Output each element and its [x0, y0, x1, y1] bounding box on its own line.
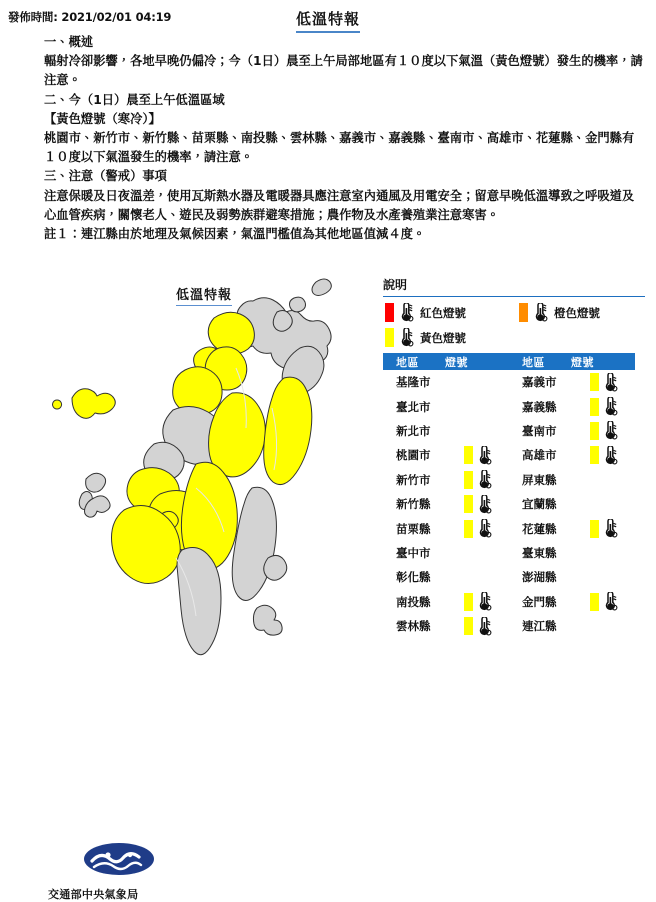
- signal-swatch: [464, 520, 473, 538]
- table-column-left: [383, 353, 509, 638]
- map-column: [0, 258, 372, 901]
- signal-swatch: [590, 398, 599, 416]
- region-kinmen-islet: [53, 400, 62, 409]
- table-row: [509, 419, 635, 443]
- table-cell-area: 南投縣: [396, 594, 431, 609]
- region-orchid-island: [253, 605, 282, 635]
- table-header-right: [509, 353, 635, 370]
- signal-swatch: [590, 373, 599, 391]
- thermometer-icon: [475, 592, 492, 611]
- table-header-left: [383, 353, 509, 370]
- thermometer-icon: [397, 328, 414, 347]
- table-cell-signal: [590, 370, 618, 394]
- table-cell-area: 新竹縣: [396, 497, 431, 512]
- table-cell-area: 新竹市: [396, 472, 431, 487]
- bulletin-line-4: 桃園市、新竹市、新竹縣、苗栗縣、南投縣、雲林縣、嘉義市、嘉義縣、臺南市、高雄市、花蓮縣、金門縣有１０度以下氣溫發生的機率，請注意。: [44, 131, 635, 165]
- table-row: [383, 590, 509, 614]
- table-cell-area: 雲林縣: [396, 619, 431, 634]
- column-header-area: 地區: [396, 355, 419, 369]
- region-penghu-north: [86, 473, 106, 492]
- thermometer-icon: [531, 303, 548, 322]
- table-row: [383, 614, 509, 638]
- table-cell-area: 臺北市: [396, 399, 431, 414]
- legend-label-orange: 橙色燈號: [554, 305, 600, 320]
- region-matsu-islet: [312, 279, 331, 296]
- table-row: [509, 565, 635, 589]
- legend-item-red: [385, 300, 466, 325]
- thermometer-icon: [601, 421, 618, 440]
- bulletin-line-0: 一、概述: [44, 35, 94, 49]
- bulletin-line-6: 注意保暖及日夜溫差，使用瓦斯熱水器及電暖器具應注意室內通風及用電安全；留意早晚低溫導致之呼吸道及心血管疾病，關懷老人、遊民及弱勢族群避寒措施；農作物及水產養殖業注意寒害。: [44, 188, 635, 222]
- table-cell-area: 嘉義市: [522, 375, 557, 390]
- thermometer-icon: [601, 446, 618, 465]
- table-cell-area: 屏東縣: [522, 472, 557, 487]
- bulletin-line-3: 【黃色燈號（寒冷）】: [44, 111, 161, 126]
- table-row: [509, 614, 635, 638]
- table-cell-area: 宜蘭縣: [522, 497, 557, 512]
- table-cell-area: 彰化縣: [396, 570, 431, 585]
- legend-heading: 說明: [383, 276, 645, 297]
- table-cell-area: 嘉義縣: [522, 399, 557, 414]
- thermometer-icon: [601, 397, 618, 416]
- cwb-wave-logo-icon: [82, 841, 156, 881]
- thermometer-icon: [397, 303, 414, 322]
- table-row: [509, 492, 635, 516]
- table-cell-area: 臺東縣: [522, 545, 557, 560]
- info-column: [383, 258, 649, 656]
- table-cell-signal: [464, 614, 492, 638]
- thermometer-icon: [601, 519, 618, 538]
- region-hualien: [264, 377, 312, 484]
- bulletin-line-1: 輻射冷卻影響，各地早晚仍偏冷；今（1日）晨至上午局部地區有１０度以下氣溫（黃色燈號）發生的機率，請注意。: [44, 54, 643, 88]
- table-row: [383, 394, 509, 418]
- thermometer-icon: [601, 373, 618, 392]
- thermometer-icon: [475, 617, 492, 636]
- table-row: [509, 590, 635, 614]
- legend: [383, 300, 645, 350]
- table-cell-signal: [464, 443, 492, 467]
- table-cell-area: 澎湖縣: [522, 570, 557, 585]
- table-row: [383, 492, 509, 516]
- table-row: [383, 419, 509, 443]
- bulletin-line-5: 三、注意（警戒）事項: [44, 169, 167, 184]
- table-cell-area: 苗栗縣: [396, 521, 431, 536]
- signal-swatch: [464, 471, 473, 489]
- publish-time: 發佈時間: 2021/02/01 04:19: [8, 10, 172, 24]
- legend-item-orange: [519, 300, 600, 325]
- bulletin-section: [0, 0, 656, 258]
- column-header-area: 地區: [522, 355, 545, 369]
- table-cell-signal: [590, 517, 618, 541]
- table-row: [509, 516, 635, 540]
- legend-row-1: [383, 300, 645, 325]
- signal-swatch: [590, 422, 599, 440]
- table-row: [509, 443, 635, 467]
- table-row: [383, 516, 509, 540]
- region-taitung: [232, 487, 276, 600]
- region-green-island: [264, 555, 287, 580]
- legend-swatch-orange: [519, 303, 528, 322]
- page-title: 低溫特報: [296, 8, 360, 33]
- legend-row-2: [383, 325, 645, 350]
- signal-swatch: [464, 617, 473, 635]
- legend-swatch-yellow: [385, 328, 394, 347]
- thermometer-icon: [475, 495, 492, 514]
- thermometer-icon: [601, 592, 618, 611]
- thermometer-icon: [475, 446, 492, 465]
- thermometer-icon: [475, 519, 492, 538]
- column-header-signal: 燈號: [571, 355, 594, 369]
- bulletin-line-7: 註１：連江縣由於地理及氣候因素，氣溫門檻值為其他地區值減４度。: [44, 227, 426, 242]
- table-cell-area: 金門縣: [522, 594, 557, 609]
- table-cell-area: 桃園市: [396, 448, 431, 463]
- bulletin-line-2: 二、今（1日）晨至上午低溫區域: [44, 92, 225, 107]
- table-cell-signal: [464, 468, 492, 492]
- thermometer-icon: [475, 470, 492, 489]
- table-cell-signal: [590, 419, 618, 443]
- table-cell-signal: [464, 492, 492, 516]
- region-pingtung: [177, 548, 221, 655]
- table-row: [509, 468, 635, 492]
- signal-swatch: [590, 520, 599, 538]
- graphic-panel: [0, 258, 656, 901]
- signal-swatch: [590, 446, 599, 464]
- signal-swatch: [590, 593, 599, 611]
- region-taipei: [273, 311, 292, 332]
- region-keelung: [290, 297, 306, 312]
- table-row: [383, 443, 509, 467]
- agency-name: 交通部中央氣象局: [48, 888, 139, 901]
- table-cell-signal: [464, 517, 492, 541]
- legend-label-yellow: 黃色燈號: [420, 330, 466, 345]
- table-cell-signal: [590, 443, 618, 467]
- table-cell-signal: [464, 590, 492, 614]
- signal-swatch: [464, 495, 473, 513]
- table-cell-area: 新北市: [396, 423, 431, 438]
- table-cell-area: 臺南市: [522, 423, 557, 438]
- table-cell-area: 花蓮縣: [522, 521, 557, 536]
- legend-item-yellow: [385, 325, 466, 350]
- legend-label-red: 紅色燈號: [420, 305, 466, 320]
- table-column-right: [509, 353, 635, 638]
- map-title: 低溫特報: [176, 284, 232, 306]
- table-cell-area: 基隆市: [396, 375, 431, 390]
- table-cell-area: 高雄市: [522, 448, 557, 463]
- table-row: [383, 468, 509, 492]
- table-row: [509, 394, 635, 418]
- signal-swatch: [464, 593, 473, 611]
- table-cell-area: 臺中市: [396, 545, 431, 560]
- region-kinmen: [72, 389, 115, 419]
- column-header-signal: 燈號: [445, 355, 468, 369]
- table-cell-area: 連江縣: [522, 619, 557, 634]
- bulletin-body: [44, 33, 644, 244]
- table-row: [383, 370, 509, 394]
- table-cell-signal: [590, 395, 618, 419]
- table-row: [383, 541, 509, 565]
- table-row: [383, 565, 509, 589]
- table-row: [509, 370, 635, 394]
- legend-swatch-red: [385, 303, 394, 322]
- signal-swatch: [464, 446, 473, 464]
- table-row: [509, 541, 635, 565]
- taiwan-warning-map: [0, 258, 372, 656]
- table-cell-signal: [590, 590, 618, 614]
